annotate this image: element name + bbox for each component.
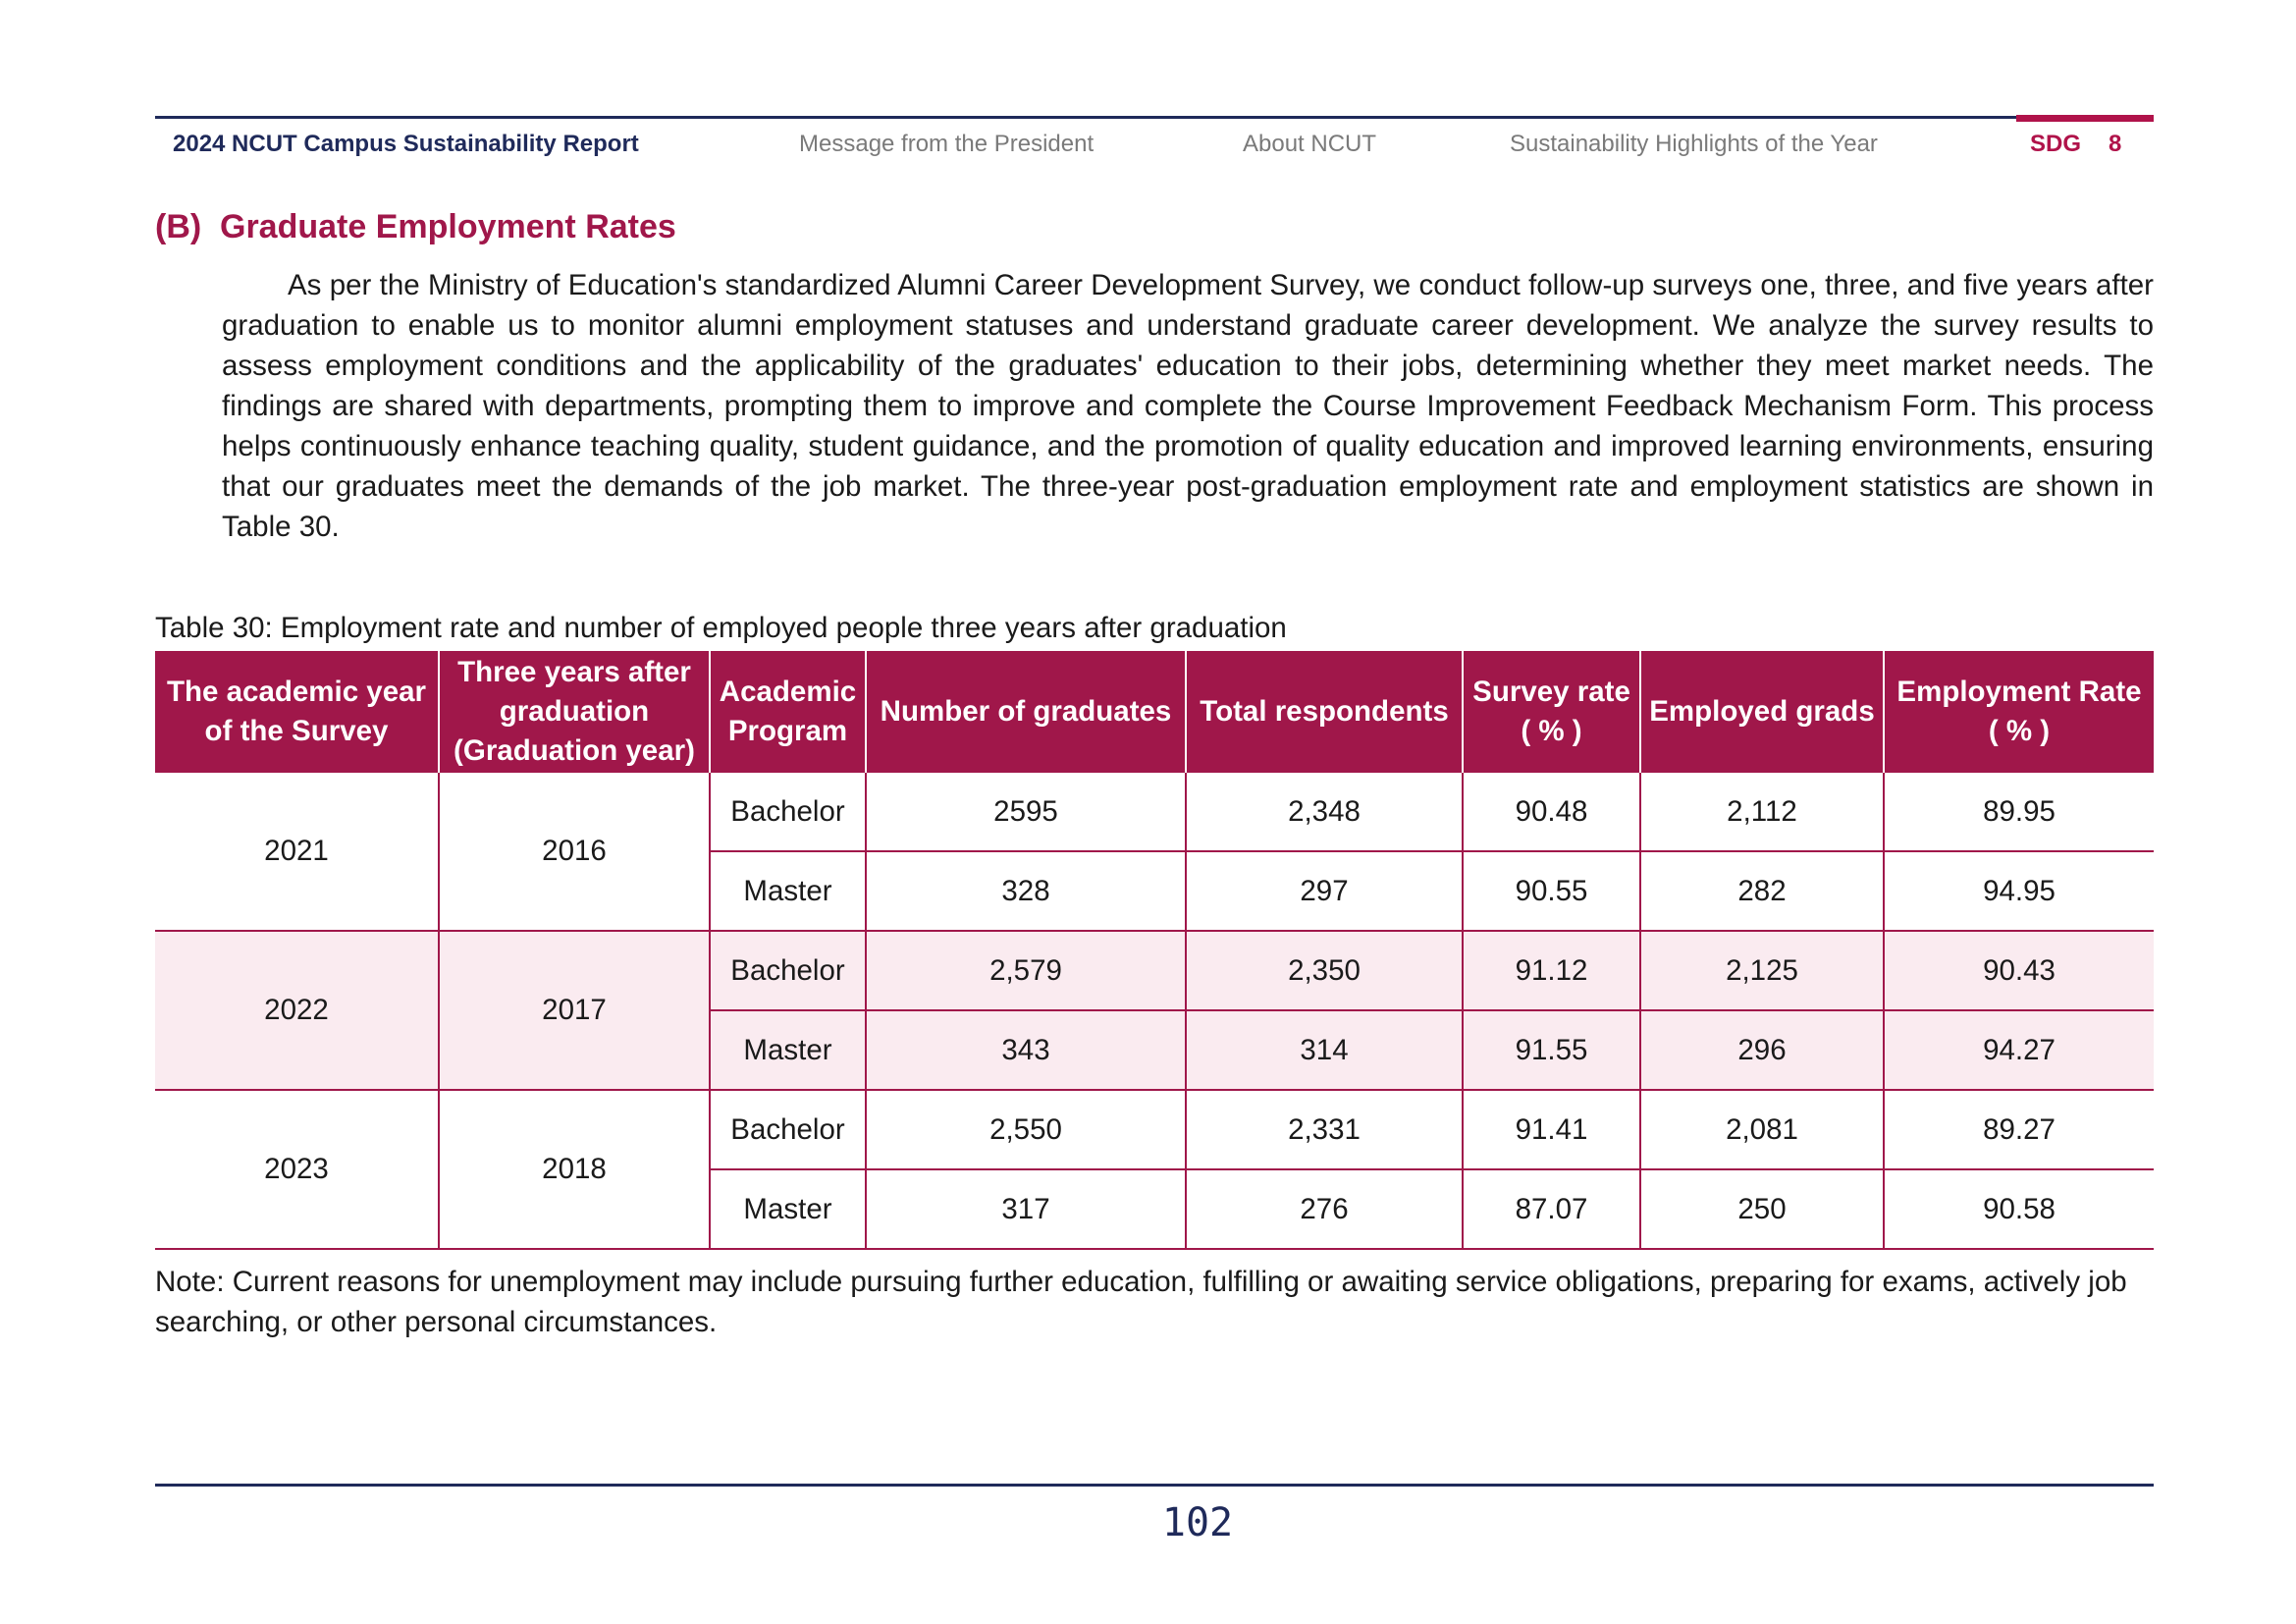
cell-employed: 2,125 bbox=[1640, 931, 1884, 1010]
table-row bbox=[155, 931, 2154, 1010]
table-note: Note: Current reasons for unemployment may include pursuing further education, fulfilling or awaiting service obligations, preparing for exams, actively job searching, or other personal circumstances. bbox=[155, 1266, 2127, 1338]
table-group-2023 bbox=[155, 1090, 2154, 1249]
intro-paragraph: As per the Ministry of Education's standardized Alumni Career Development Survey, we conduct follow-up surveys one, three, and five years after graduation to enable us to monitor alumni employment statuses and understand graduate career development. We analyze the survey results to assess employment conditions and the applicability of the graduates' education to their jobs, determining whether they meet market needs. The findings are shared with departments, prompting them to improve and complete the Course Improvement Feedback Mechanism Form. This process helps continuously enhance teaching quality, student guidance, and the promotion of quality education and improved learning environments, ensuring that our graduates meet the demands of the job market. The three-year post-graduation employment rate and employment statistics are shown in Table 30. bbox=[222, 269, 2154, 543]
cell-employment-rate: 94.95 bbox=[1884, 851, 2154, 931]
cell-employed: 2,081 bbox=[1640, 1090, 1884, 1169]
cell-employed: 282 bbox=[1640, 851, 1884, 931]
cell-employed: 296 bbox=[1640, 1010, 1884, 1090]
cell-program: Master bbox=[710, 1010, 866, 1090]
table-row bbox=[155, 773, 2154, 851]
col-header-graduation-year-line1: Three years after graduation bbox=[457, 656, 691, 728]
cell-program: Bachelor bbox=[710, 931, 866, 1010]
table-group-2022 bbox=[155, 931, 2154, 1090]
cell-academic-year: 2022 bbox=[155, 931, 439, 1090]
cell-survey-rate: 87.07 bbox=[1463, 1169, 1640, 1249]
cell-respondents: 2,350 bbox=[1186, 931, 1463, 1010]
section-label: (B) bbox=[155, 208, 202, 245]
nav-link-president-message[interactable]: Message from the President bbox=[799, 131, 1095, 157]
col-header-employment-rate bbox=[1884, 651, 2154, 773]
cell-academic-year: 2023 bbox=[155, 1090, 439, 1249]
cell-graduates: 328 bbox=[866, 851, 1186, 931]
section-heading bbox=[155, 208, 676, 246]
cell-academic-year: 2021 bbox=[155, 773, 439, 931]
footer-rule bbox=[155, 1484, 2154, 1487]
cell-graduates: 2,550 bbox=[866, 1090, 1186, 1169]
col-header-survey-rate bbox=[1463, 651, 1640, 773]
cell-program: Master bbox=[710, 1169, 866, 1249]
header-rule bbox=[155, 116, 2154, 119]
table-group-2021 bbox=[155, 773, 2154, 931]
nav-link-about-ncut[interactable]: About NCUT bbox=[1243, 131, 1377, 157]
sdg-number: 8 bbox=[2109, 131, 2122, 157]
cell-employment-rate: 94.27 bbox=[1884, 1010, 2154, 1090]
col-header-graduation-year bbox=[439, 651, 710, 773]
cell-graduates: 2,579 bbox=[866, 931, 1186, 1010]
col-header-survey-rate-line1: Survey rate bbox=[1472, 676, 1630, 708]
cell-employment-rate: 89.27 bbox=[1884, 1090, 2154, 1169]
report-title: 2024 NCUT Campus Sustainability Report bbox=[173, 131, 639, 157]
col-header-graduates: Number of graduates bbox=[866, 651, 1186, 773]
cell-employed: 2,112 bbox=[1640, 773, 1884, 851]
cell-graduation-year: 2017 bbox=[439, 931, 710, 1090]
col-header-respondents: Total respondents bbox=[1186, 651, 1463, 773]
col-header-employed: Employed grads bbox=[1640, 651, 1884, 773]
nav-link-sustainability-highlights[interactable]: Sustainability Highlights of the Year bbox=[1510, 131, 1878, 157]
sdg-label: SDG bbox=[2030, 131, 2082, 157]
col-header-employment-rate-line1: Employment Rate bbox=[1896, 676, 2142, 708]
cell-graduates: 2595 bbox=[866, 773, 1186, 851]
cell-survey-rate: 90.55 bbox=[1463, 851, 1640, 931]
table-caption: Table 30: Employment rate and number of employed people three years after graduation bbox=[155, 612, 1287, 644]
cell-graduates: 317 bbox=[866, 1169, 1186, 1249]
cell-program: Bachelor bbox=[710, 773, 866, 851]
cell-respondents: 2,348 bbox=[1186, 773, 1463, 851]
cell-respondents: 2,331 bbox=[1186, 1090, 1463, 1169]
cell-employment-rate: 89.95 bbox=[1884, 773, 2154, 851]
cell-survey-rate: 91.41 bbox=[1463, 1090, 1640, 1169]
cell-respondents: 297 bbox=[1186, 851, 1463, 931]
cell-respondents: 314 bbox=[1186, 1010, 1463, 1090]
cell-employment-rate: 90.43 bbox=[1884, 931, 2154, 1010]
col-header-graduation-year-line2: (Graduation year) bbox=[454, 734, 695, 767]
cell-employed: 250 bbox=[1640, 1169, 1884, 1249]
header-accent-bar bbox=[2016, 115, 2154, 122]
col-header-survey-rate-line2: ( % ) bbox=[1521, 715, 1582, 747]
page-number: 102 bbox=[1161, 1500, 1234, 1545]
col-header-academic-year: The academic year of the Survey bbox=[155, 651, 439, 773]
section-title: Graduate Employment Rates bbox=[220, 208, 676, 245]
col-header-employment-rate-line2: ( % ) bbox=[1988, 715, 2051, 747]
cell-respondents: 276 bbox=[1186, 1169, 1463, 1249]
cell-graduation-year: 2018 bbox=[439, 1090, 710, 1249]
cell-survey-rate: 91.12 bbox=[1463, 931, 1640, 1010]
employment-table bbox=[155, 651, 2154, 1250]
cell-survey-rate: 91.55 bbox=[1463, 1010, 1640, 1090]
table-header-row bbox=[155, 651, 2154, 773]
col-header-program: Academic Program bbox=[710, 651, 866, 773]
cell-survey-rate: 90.48 bbox=[1463, 773, 1640, 851]
table-row bbox=[155, 1090, 2154, 1169]
cell-program: Master bbox=[710, 851, 866, 931]
cell-graduation-year: 2016 bbox=[439, 773, 710, 931]
cell-employment-rate: 90.58 bbox=[1884, 1169, 2154, 1249]
cell-program: Bachelor bbox=[710, 1090, 866, 1169]
cell-graduates: 343 bbox=[866, 1010, 1186, 1090]
